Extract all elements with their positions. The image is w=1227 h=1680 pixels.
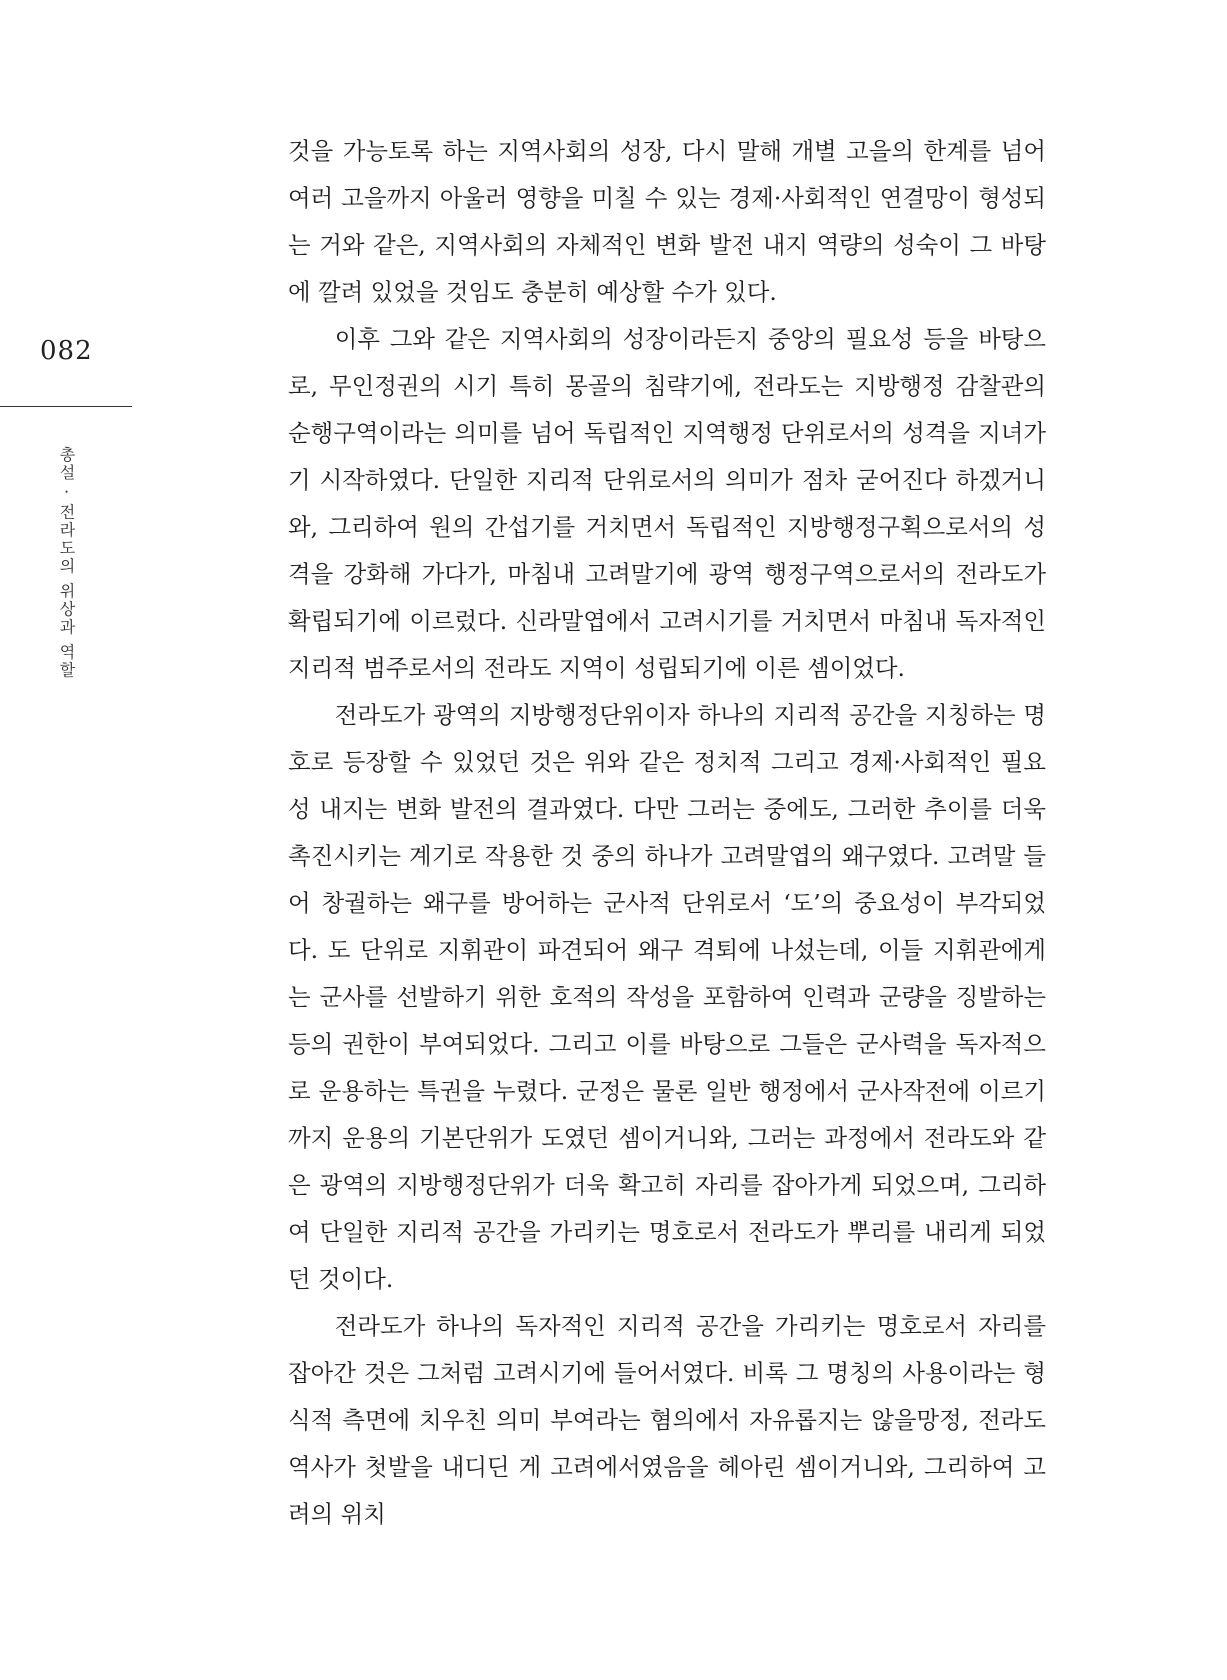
paragraph-4: 전라도가 하나의 독자적인 지리적 공간을 가리키는 명호로서 자리를 잡아간 것은 그처럼 고려시기에 들어서였다. 비록 그 명칭의 사용이라는 형식적 측면에 치우친 의미 부여라는 혐의에서 자유롭지는 않을망정, 전라도 역사가 첫발을 내디딘 게 고려에서였음을 헤아린 셈이거니와, 그리하여 고려의 위치 [288, 1312, 1046, 1528]
page-number: 082 [40, 336, 93, 366]
body-text [288, 128, 1046, 1538]
running-head: 총설 · 전라도의 위상과 역할 [57, 446, 76, 680]
paragraph-2: 이후 그와 같은 지역사회의 성장이라든지 중앙의 필요성 등을 바탕으로, 무인정권의 시기 특히 몽골의 침략기에, 전라도는 지방행정 감찰관의 순행구역이라는 의미를 넘어 독립적인 지역행정 단위로서의 성격을 지녀가기 시작하였다. 단일한 지리적 단위로서의 의미가 점차 굳어진다 하겠거니와, 그리하여 원의 간섭기를 거치면서 독립적인 지방행정구획으로서의 성격을 강화해 가다가, 마침내 고려말기에 광역 행정구역으로서의 전라도가 확립되기에 이르렀다. 신라말엽에서 고려시기를 거치면서 마침내 독자적인 지리적 범주로서의 전라도 지역이 성립되기에 이른 셈이었다. [288, 325, 1046, 682]
paragraph-3: 전라도가 광역의 지방행정단위이자 하나의 지리적 공간을 지칭하는 명호로 등장할 수 있었던 것은 위와 같은 정치적 그리고 경제·사회적인 필요성 내지는 변화 발전의 결과였다. 다만 그러는 중에도, 그러한 추이를 더욱 촉진시키는 계기로 작용한 것 중의 하나가 고려말엽의 왜구였다. 고려말 들어 창궐하는 왜구를 방어하는 군사적 단위로서 ‘도’의 중요성이 부각되었다. 도 단위로 지휘관이 파견되어 왜구 격퇴에 나섰는데, 이들 지휘관에게는 군사를 선발하기 위한 호적의 작성을 포함하여 인력과 군량을 징발하는 등의 권한이 부여되었다. 그리고 이를 바탕으로 그들은 군사력을 독자적으로 운용하는 특권을 누렸다. 군정은 물론 일반 행정에서 군사작전에 이르기까지 운용의 기본단위가 도였던 셈이거니와, 그러는 과정에서 전라도와 같은 광역의 지방행정단위가 더욱 확고히 자리를 잡아가게 되었으며, 그리하여 단일한 지리적 공간을 가리키는 명호로서 전라도가 뿌리를 내리게 되었던 것이다. [288, 701, 1046, 1293]
paragraph-1: 것을 가능토록 하는 지역사회의 성장, 다시 말해 개별 고을의 한계를 넘어 여러 고을까지 아울러 영향을 미칠 수 있는 경제·사회적인 연결망이 형성되는 거와 같은, 지역사회의 자체적인 변화 발전 내지 역량의 성숙이 그 바탕에 깔려 있었을 것임도 충분히 예상할 수가 있다. [288, 137, 1046, 306]
page-divider [0, 406, 132, 407]
